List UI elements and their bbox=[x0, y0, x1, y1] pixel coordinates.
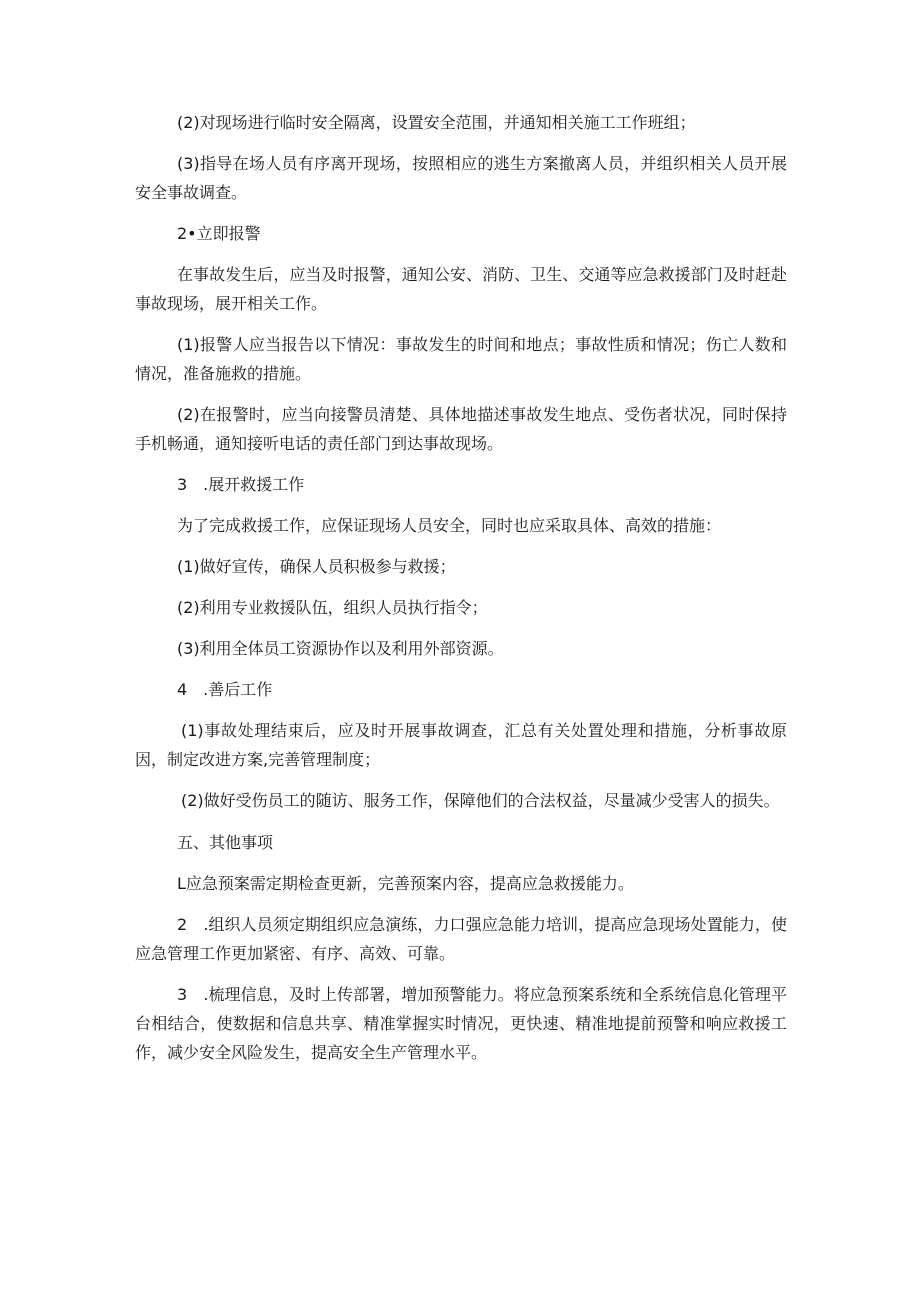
paragraph-evacuation: (3)指导在场人员有序离开现场，按照相应的逃生方案撤离人员，并组织相关人员开展安全事故调查。 bbox=[135, 154, 787, 202]
paragraph-other-item-3: 3 .梳理信息，及时上传部署，增加预警能力。将应急预案系统和全系统信息化管理平台相结合，使数据和信息共享、精准掌握实时情况，更快速、精准地提前预警和响应救援工作，减少安全风险发生，提高安全生产管理水平。 bbox=[135, 985, 787, 1062]
section-heading-other: 五、其他事项 bbox=[177, 833, 274, 852]
paragraph-rescue-item-3: (3)利用全体员工资源协作以及利用外部资源。 bbox=[177, 639, 504, 658]
paragraph-isolation: (2)对现场进行临时安全隔离，设置安全范围，并通知相关施工工作班组； bbox=[177, 113, 696, 132]
paragraph-alarm-intro: 在事故发生后，应当及时报警，通知公安、消防、卫生、交通等应急救援部门及时赶赴事故现场，展开相关工作。 bbox=[135, 265, 787, 313]
section-heading-alarm: 2•立即报警 bbox=[177, 224, 261, 243]
document-body bbox=[135, 108, 787, 1067]
paragraph-aftermath-item-2: (2)做好受伤员工的随访、服务工作，保障他们的合法权益，尽量减少受害人的损失。 bbox=[181, 791, 780, 810]
paragraph-rescue-intro: 为了完成救援工作，应保证现场人员安全，同时也应采取具体、高效的措施： bbox=[177, 516, 722, 535]
paragraph-alarm-report: (1)报警人应当报告以下情况：事故发生的时间和地点；事故性质和情况；伤亡人数和情况，准备施救的措施。 bbox=[135, 335, 787, 383]
paragraph-rescue-item-1: (1)做好宣传，确保人员积极参与救援； bbox=[177, 557, 456, 576]
paragraph-alarm-describe: (2)在报警时，应当向接警员清楚、具体地描述事故发生地点、受伤者状况，同时保持手机畅通，通知接听电话的责任部门到达事故现场。 bbox=[135, 405, 787, 453]
paragraph-other-item-2: 2 .组织人员须定期组织应急演练，力口强应急能力培训，提高应急现场处置能力，使应急管理工作更加紧密、有序、高效、可靠。 bbox=[135, 915, 787, 963]
paragraph-rescue-item-2: (2)利用专业救援队伍，组织人员执行指令； bbox=[177, 598, 488, 617]
section-heading-rescue: 3 .展开救援工作 bbox=[177, 475, 305, 494]
paragraph-aftermath-item-1: (1)事故处理结束后，应及时开展事故调查，汇总有关处置处理和措施，分析事故原因，制定改进方案,完善管理制度； bbox=[135, 721, 787, 769]
paragraph-other-item-1: L应急预案需定期检查更新，完善预案内容，提高应急救援能力。 bbox=[177, 874, 634, 893]
section-heading-aftermath: 4 .善后工作 bbox=[177, 680, 273, 699]
